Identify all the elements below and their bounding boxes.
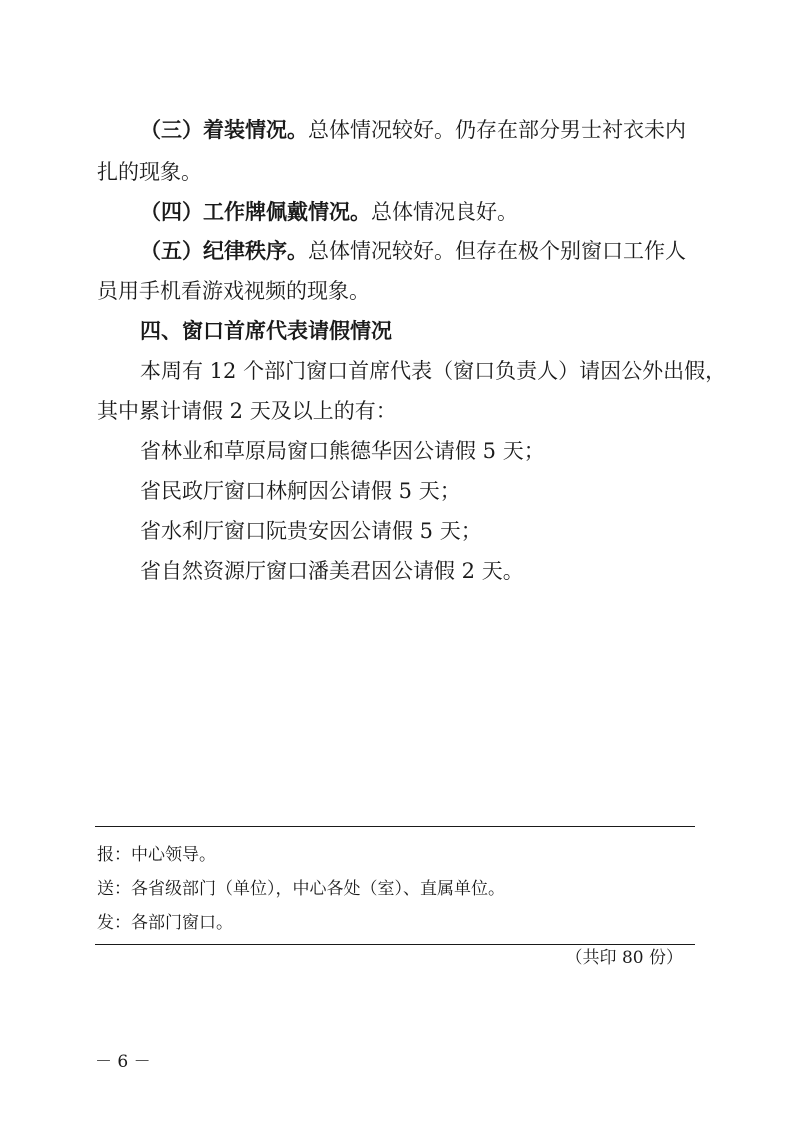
leave-intro-line-1: 本周有 12 个部门窗口首席代表（窗口负责人）请因公外出假， — [140, 359, 727, 383]
leave-heading: 四、窗口首席代表请假情况 — [140, 318, 392, 343]
section-5-line-1 — [140, 236, 686, 266]
section-5-line-2: 员用手机看游戏视频的现象。 — [97, 279, 370, 303]
page-number: － 6 － — [95, 1052, 151, 1072]
footer-bottom-rule — [95, 944, 695, 945]
section-4-line — [140, 197, 518, 227]
footer-send: 送：各省级部门（单位），中心各处（室）、直属单位。 — [97, 879, 505, 899]
footer-issue: 发：各部门窗口。 — [97, 913, 233, 933]
leave-item: 省林业和草原局窗口熊德华因公请假 5 天； — [140, 439, 545, 463]
section-3-text: 总体情况较好。仍存在部分男士衬衣未内 — [308, 118, 686, 142]
section-5-label: （五）纪律秩序。 — [140, 238, 308, 263]
leave-item: 省民政厅窗口林舸因公请假 5 天； — [140, 479, 461, 503]
section-3-line-2: 扎的现象。 — [97, 160, 202, 184]
copies-count: （共印 80 份） — [565, 948, 683, 968]
section-5-text: 总体情况较好。但存在极个别窗口工作人 — [308, 239, 686, 263]
section-3-label: （三）着装情况。 — [140, 117, 308, 142]
leave-intro-line-2: 其中累计请假 2 天及以上的有： — [97, 399, 397, 423]
section-4-text: 总体情况良好。 — [371, 200, 518, 224]
footer-top-rule — [95, 826, 695, 827]
section-3-line-1 — [140, 115, 686, 145]
section-4-label: （四）工作牌佩戴情况。 — [140, 199, 371, 224]
leave-item: 省水利厅窗口阮贵安因公请假 5 天； — [140, 519, 482, 543]
leave-item: 省自然资源厅窗口潘美君因公请假 2 天。 — [140, 559, 524, 583]
footer-report: 报：中心领导。 — [97, 845, 216, 865]
